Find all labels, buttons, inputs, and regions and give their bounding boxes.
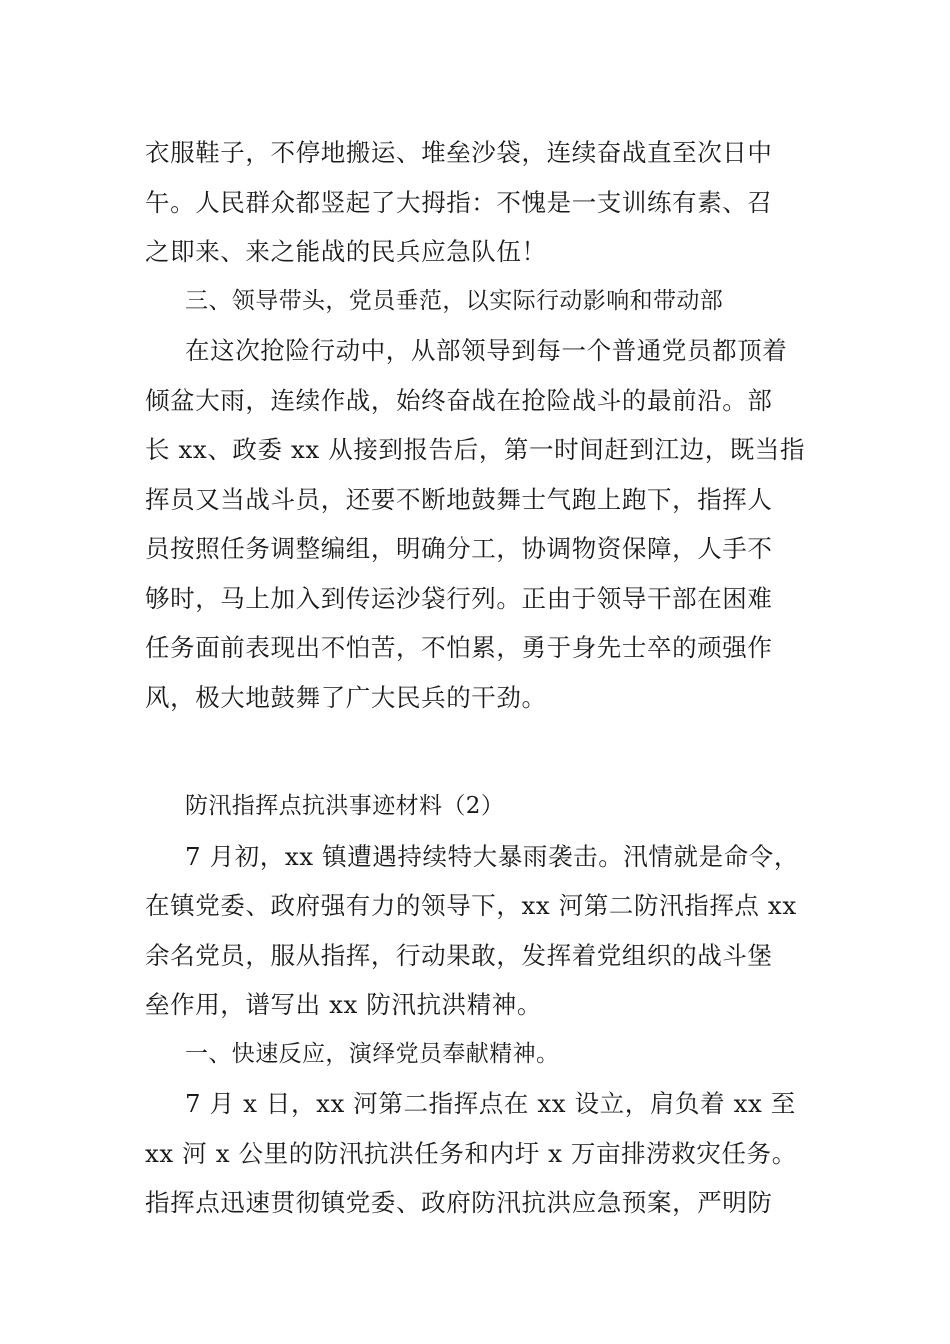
text-line: 够时，马上加入到传运沙袋行列。正由于领导干部在困难 [145,583,773,613]
paragraph-continuation [145,128,810,277]
text-line: 之即来、来之能战的民兵应急队伍！ [145,237,547,266]
text-line: 挥员又当战斗员，还要不断地鼓舞士气跑上跑下，指挥人 [145,484,773,514]
text-line: 任务面前表现出不怕苦，不怕累，勇于身先士卒的顽强作 [145,633,773,662]
text-line: 垒作用，谱写出 xx 防汛抗洪精神。 [145,990,543,1019]
text-line: 衣服鞋子，不停地搬运、堆垒沙袋，连续奋战直至次日中 [145,138,773,167]
text-line: 午。人民群众都竖起了大拇指：不愧是一支训练有素、召 [145,187,773,217]
text-line: 风，极大地鼓舞了广大民兵的干劲。 [145,682,547,712]
text-line: 7 月 x 日，xx 河第二指挥点在 xx 设立，肩负着 xx 至 [185,1089,796,1118]
section-heading-3: 三、领导带头，党员垂范，以实际行动影响和带动部 [185,287,724,314]
text-line: 倾盆大雨，连续作战，始终奋战在抢险战斗的最前沿。部 [145,385,773,415]
section-heading-1: 一、快速反应，演绎党员奉献精神。 [185,1040,560,1067]
text-line: 指挥点迅速贯彻镇党委、政府防汛抗洪应急预案，严明防 [145,1188,773,1217]
text-line: 余名党员，服从指挥，行动果敢，发挥着党组织的战斗堡 [145,940,773,970]
text-line: 长 xx、政委 xx 从接到报告后，第一时间赶到江边，既当指 [145,435,806,464]
text-line: 在这次抢险行动中，从部领导到每一个普通党员都顶着 [185,336,788,365]
section-gap [145,722,810,782]
text-line: 7 月初，xx 镇遭遇持续特大暴雨袭击。汛情就是命令， [185,841,799,871]
text-line: 员按照任务调整编组，明确分工，协调物资保障，人手不 [145,534,773,563]
paragraph-quick-response [145,1079,810,1228]
text-line: 在镇党委、政府强有力的领导下，xx 河第二防汛指挥点 xx [145,891,797,920]
document-title: 防汛指挥点抗洪事迹材料（2） [185,793,505,819]
document-body [145,128,810,1228]
text-line: xx 河 x 公里的防汛抗洪任务和内圩 x 万亩排涝救灾任务。 [145,1138,797,1168]
paragraph-intro [145,832,810,1030]
paragraph-leadership [145,326,810,722]
